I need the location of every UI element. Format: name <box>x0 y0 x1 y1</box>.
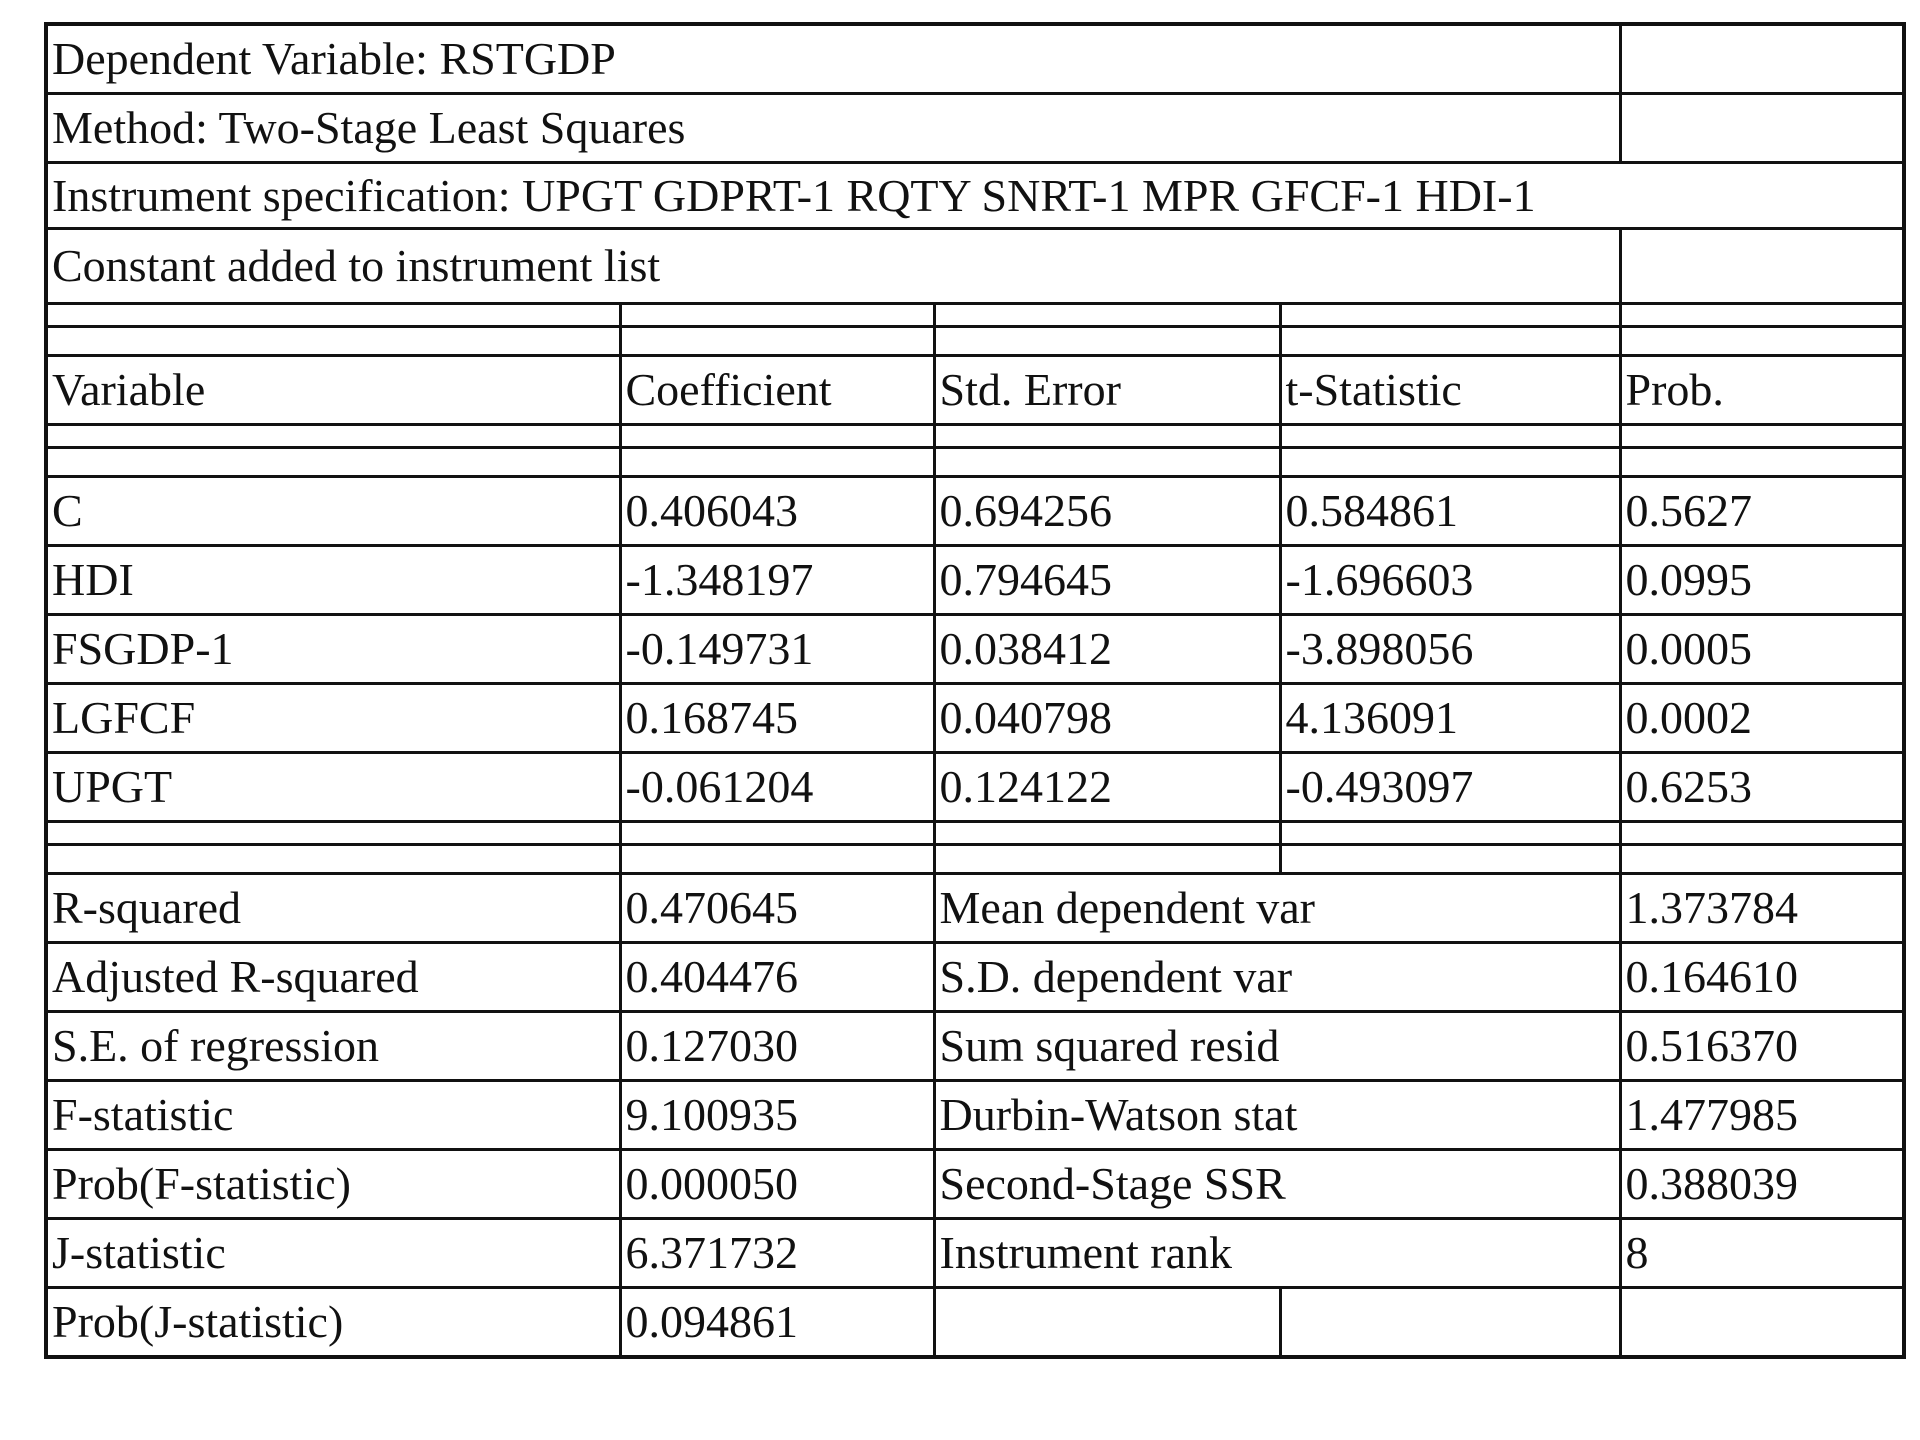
regression-table <box>44 22 1906 1359</box>
method: Method: Two-Stage Least Squares <box>46 94 1620 163</box>
empty-cell <box>1620 229 1904 304</box>
dependent-variable: Dependent Variable: RSTGDP <box>46 24 1620 94</box>
stat-label-secondary: Sum squared resid <box>934 1012 1620 1081</box>
header-row-method <box>46 94 1904 163</box>
empty-cell <box>1620 1288 1904 1358</box>
stats-row <box>46 1150 1904 1219</box>
spacer-row <box>46 327 1904 356</box>
header-row-instruments <box>46 163 1904 229</box>
prob-value: 0.0005 <box>1620 615 1904 684</box>
spacer-row <box>46 448 1904 477</box>
std-error-value: 0.038412 <box>934 615 1280 684</box>
prob-value: 0.0002 <box>1620 684 1904 753</box>
prob-value: 0.6253 <box>1620 753 1904 822</box>
t-statistic-value: 0.584861 <box>1280 477 1620 546</box>
table-row <box>46 477 1904 546</box>
std-error-value: 0.124122 <box>934 753 1280 822</box>
spacer-row <box>46 425 1904 448</box>
table-row <box>46 753 1904 822</box>
variable-name: C <box>46 477 620 546</box>
stat-value: 0.127030 <box>620 1012 934 1081</box>
coefficient-value: -0.061204 <box>620 753 934 822</box>
stat-value: 0.470645 <box>620 874 934 943</box>
stat-label: R-squared <box>46 874 620 943</box>
empty-cell <box>934 1288 1280 1358</box>
stats-row <box>46 943 1904 1012</box>
std-error-value: 0.694256 <box>934 477 1280 546</box>
coefficient-value: -1.348197 <box>620 546 934 615</box>
stat-label-secondary: Instrument rank <box>934 1219 1620 1288</box>
stats-row <box>46 1081 1904 1150</box>
stat-label-secondary: Second-Stage SSR <box>934 1150 1620 1219</box>
stat-value-secondary: 1.477985 <box>1620 1081 1904 1150</box>
prob-value: 0.5627 <box>1620 477 1904 546</box>
t-statistic-value: 4.136091 <box>1280 684 1620 753</box>
regression-output <box>44 22 1902 1359</box>
spacer-row <box>46 822 1904 845</box>
table-row <box>46 615 1904 684</box>
column-header: Variable <box>46 356 620 425</box>
stat-value: 9.100935 <box>620 1081 934 1150</box>
variable-name: UPGT <box>46 753 620 822</box>
header-row-constant <box>46 229 1904 304</box>
stat-label: Prob(F-statistic) <box>46 1150 620 1219</box>
stat-label: J-statistic <box>46 1219 620 1288</box>
spacer-row <box>46 845 1904 874</box>
stat-label-secondary: Mean dependent var <box>934 874 1620 943</box>
stats-row <box>46 874 1904 943</box>
stat-value-secondary: 1.373784 <box>1620 874 1904 943</box>
stat-label: F-statistic <box>46 1081 620 1150</box>
empty-cell <box>1620 94 1904 163</box>
t-statistic-value: -0.493097 <box>1280 753 1620 822</box>
column-header-row <box>46 356 1904 425</box>
stats-row <box>46 1219 1904 1288</box>
column-header: Coefficient <box>620 356 934 425</box>
stat-value: 0.000050 <box>620 1150 934 1219</box>
stat-value: 0.094861 <box>620 1288 934 1358</box>
column-header: t-Statistic <box>1280 356 1620 425</box>
stat-label-secondary: S.D. dependent var <box>934 943 1620 1012</box>
stat-label: Prob(J-statistic) <box>46 1288 620 1358</box>
coefficient-value: 0.168745 <box>620 684 934 753</box>
table-row <box>46 546 1904 615</box>
coefficient-value: -0.149731 <box>620 615 934 684</box>
variable-name: HDI <box>46 546 620 615</box>
stat-value: 0.404476 <box>620 943 934 1012</box>
std-error-value: 0.794645 <box>934 546 1280 615</box>
table-row <box>46 684 1904 753</box>
stat-value-secondary: 0.164610 <box>1620 943 1904 1012</box>
coefficient-value: 0.406043 <box>620 477 934 546</box>
stats-row <box>46 1012 1904 1081</box>
stat-label-secondary: Durbin-Watson stat <box>934 1081 1620 1150</box>
stat-value-secondary: 8 <box>1620 1219 1904 1288</box>
t-statistic-value: -3.898056 <box>1280 615 1620 684</box>
empty-cell <box>1620 24 1904 94</box>
stat-label: Adjusted R-squared <box>46 943 620 1012</box>
instrument-specification: Instrument specification: UPGT GDPRT-1 RQTY SNRT-1 MPR GFCF-1 HDI-1 <box>46 163 1904 229</box>
variable-name: FSGDP-1 <box>46 615 620 684</box>
std-error-value: 0.040798 <box>934 684 1280 753</box>
stats-row <box>46 1288 1904 1358</box>
column-header: Std. Error <box>934 356 1280 425</box>
stat-value-secondary: 0.388039 <box>1620 1150 1904 1219</box>
variable-name: LGFCF <box>46 684 620 753</box>
t-statistic-value: -1.696603 <box>1280 546 1620 615</box>
stat-label: S.E. of regression <box>46 1012 620 1081</box>
header-row-dependent <box>46 24 1904 94</box>
empty-cell <box>1280 1288 1620 1358</box>
spacer-row <box>46 304 1904 327</box>
constant-note: Constant added to instrument list <box>46 229 1620 304</box>
stat-value: 6.371732 <box>620 1219 934 1288</box>
stat-value-secondary: 0.516370 <box>1620 1012 1904 1081</box>
prob-value: 0.0995 <box>1620 546 1904 615</box>
column-header: Prob. <box>1620 356 1904 425</box>
